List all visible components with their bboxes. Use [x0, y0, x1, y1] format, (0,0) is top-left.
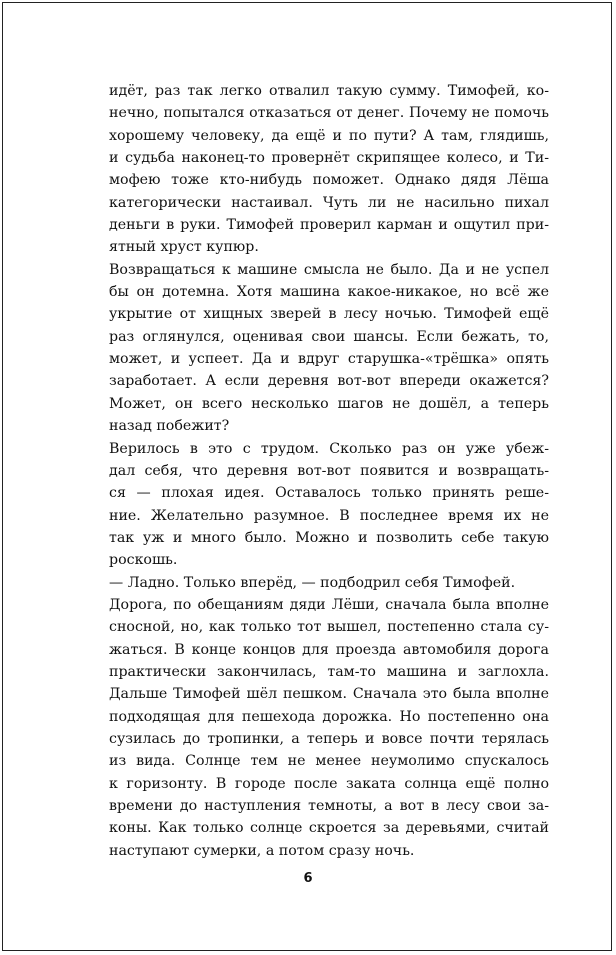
text-line: так уж и много было. Можно и позволить себе такую — [109, 529, 549, 546]
text-line: может, и успеет. Да и вдруг старушка-«трёшка» опять — [109, 351, 549, 368]
text-line: укрытие от хищных зверей в лесу ночью. Тимофей ещё — [109, 306, 549, 323]
text-line: наступают сумерки, а потом сразу ночь. — [109, 842, 415, 859]
text-line: хорошему человеку, да ещё и по пути? А там, глядишь, — [109, 127, 549, 144]
text-line: идёт, раз так легко отвалил такую сумму. Тимофей, ко- — [109, 83, 549, 99]
text-line: мофею тоже кто-нибудь поможет. Однако дядя Лёша — [109, 172, 549, 189]
text-line: Дорога, по обещаниям дяди Лёши, сначала была вполне — [109, 596, 549, 613]
text-line: нечно, попытался отказаться от денег. Почему не помочь — [109, 105, 549, 122]
text-line: назад побежит? — [109, 418, 230, 435]
text-line: из вида. Солнце тем не менее неумолимо спускалось — [109, 753, 549, 770]
text-line: роскошь. — [109, 552, 178, 569]
page-number: 6 — [303, 871, 313, 886]
text-line: заработает. А если деревня вот-вот впереди окажется? — [109, 373, 549, 390]
text-line: практически закончилась, там-то машина и заглохла. — [109, 663, 549, 680]
text-line: ятный хруст купюр. — [109, 239, 259, 256]
text-line: категорически настаивал. Чуть ли не насильно пихал — [109, 194, 549, 211]
text-line: раз оглянулся, оценивая свои шансы. Если бежать, то, — [109, 328, 549, 345]
text-line: сносной, но, как только тот вышел, постепенно стала су- — [109, 619, 549, 636]
text-line: Верилось в это с трудом. Сколько раз он уже убеж- — [109, 440, 549, 457]
text-line: — Ладно. Только вперёд, — подбодрил себя Тимофей. — [109, 574, 516, 591]
text-line: дал себя, что деревня вот-вот появится и возвращать- — [109, 462, 549, 479]
text-line: к горизонту. В городе после заката солнца ещё полно — [109, 775, 549, 792]
text-line: бы он дотемна. Хотя машина какое-никакое, но всё же — [109, 284, 549, 301]
text-line: ние. Желательно разумное. В последнее время их не — [109, 507, 549, 524]
body-text — [109, 80, 549, 862]
text-line: ся — плохая идея. Оставалось только принять реше- — [109, 485, 549, 502]
text-line: Возвращаться к машине смысла не было. Да и не успел — [109, 261, 549, 278]
text-line: подходящая для пешехода дорожка. Но постепенно она — [109, 708, 549, 725]
text-line: жаться. В конце концов для проезда автомобиля дорога — [109, 641, 549, 658]
text-line: коны. Как только солнце скроется за деревьями, считай — [109, 820, 549, 837]
text-line: деньги в руки. Тимофей проверил карман и ощутил при- — [109, 217, 549, 234]
text-line: Может, он всего несколько шагов не дошёл, а теперь — [109, 395, 549, 412]
text-line: времени до наступления темноты, а вот в лесу свои за- — [109, 798, 549, 814]
text-line: и судьба наконец-то провернёт скрипящее колесо, и Ти- — [109, 150, 549, 167]
text-line: сузилась до тропинки, а теперь и вовсе почти терялась — [109, 730, 549, 747]
text-line: Дальше Тимофей шёл пешком. Сначала это была вполне — [109, 686, 549, 703]
